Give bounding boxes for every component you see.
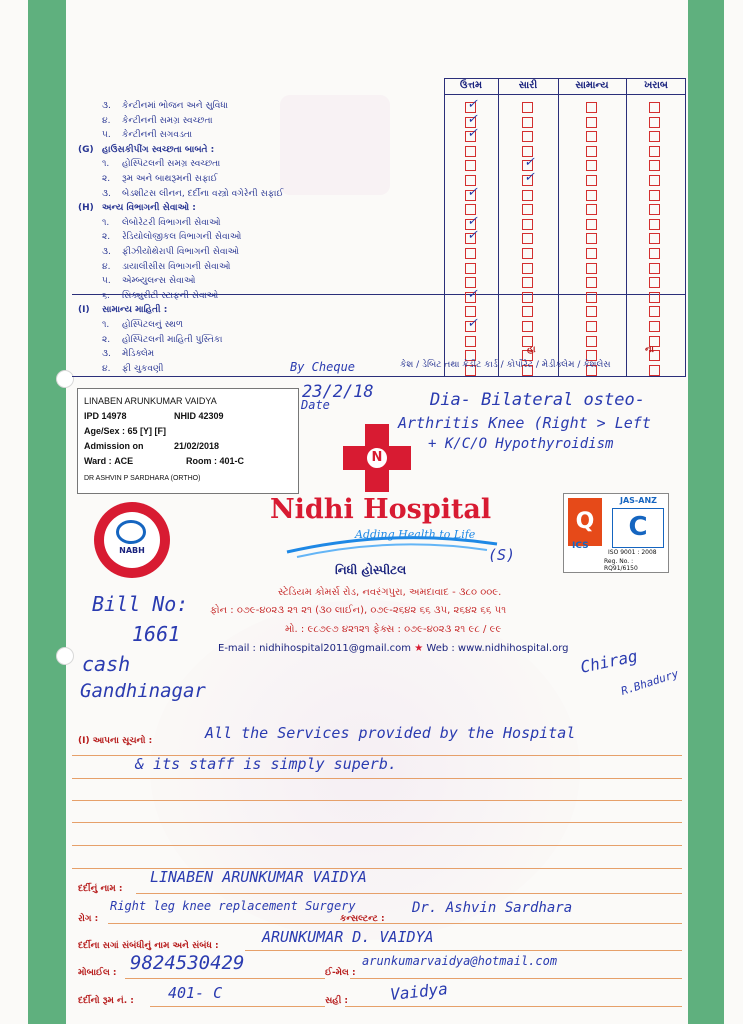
survey-row [72,319,444,333]
diagnosis-line-1: Dia- Bilateral osteo- [430,390,645,410]
item-label: સિક્યુરીટી સ્ટાફની સેવાઓ [122,290,219,301]
survey-row [72,231,444,245]
item-label: લેબોરેટરી વિભાગની સેવાઓ [122,217,221,228]
patient-id-card [77,388,299,494]
suggestions-line-2: & its staff is simply superb. [135,755,397,773]
item-number: ૧. [102,217,110,228]
survey-row [72,158,444,172]
nhid-number: 42309 [198,411,224,421]
hospital-address: સ્ટેડિયમ કોમર્સ રોડ, નવરંગપુરા, અમદાવાદ - ૩૮૦ ૦૦૯. [278,587,502,598]
item-number: ૫. [102,130,111,141]
item-number: ૩. [102,188,111,199]
handwritten-date: 23/2/18 [302,382,374,402]
rating-checkbox[interactable] [586,263,597,274]
signature-1: Chirag [578,646,640,677]
room-number-label: દર્દીનો રૂમ નં. : [78,996,134,1006]
rating-checkbox[interactable] [586,131,597,142]
survey-row [72,275,444,289]
item-label: હોસ્પિટલનું સ્થળ [122,320,183,330]
item-number: ૧. [102,159,110,170]
left-green-border [28,0,66,1024]
consultant-label: કન્સલ્ટન્ટ : [340,914,385,924]
item-label: ડાયાલીસીસ વિભાગની સેવાઓ [122,261,231,272]
checkmark-icon: ✓ [467,97,478,112]
checkmark-icon: ✓ [467,228,478,244]
punch-hole-bottom [56,647,74,665]
survey-row [72,173,444,187]
rating-checkbox[interactable] [586,321,597,332]
hospital-contact-line [218,643,569,654]
rating-checkbox[interactable] [586,204,597,215]
item-number: ૪. [102,261,111,272]
survey-row [72,217,444,231]
survey-row [72,348,444,362]
column-header-good: સારી [518,80,538,91]
section-title: હાઉસકીપીંગ સ્વચ્છતા બાબતે : [102,144,215,155]
hospital-mobile-fax: મો. : ૯૮૭૯૭ ૪૨૧૨૧ ફેક્સ : ૦૭૯-૪૦૨૩ ૨૧ ૯૮ / ૯૯ [285,624,502,635]
item-number: ૨. [102,232,111,243]
rating-checkbox[interactable] [522,131,533,142]
checkmark-icon: ✓ [467,111,478,127]
rating-checkbox[interactable] [586,277,597,288]
survey-row [72,363,444,377]
nhid-label: NHID [174,411,196,421]
ics-iso-certification-logo: Q JAS-ANZ C ICS ISO 9001 : 2008 Reg. No. : RQ91/6150 [563,493,669,573]
rating-checkbox[interactable] [649,190,660,201]
relative-value: ARUNKUMAR D. VAIDYA [262,928,434,946]
rating-checkbox[interactable] [649,277,660,288]
rating-checkbox[interactable] [586,102,597,113]
signature-2: R.Bhadury [619,667,681,698]
hospital-cross-logo: N [343,424,411,492]
hospital-tagline: Adding Health to Life [355,528,476,541]
rating-checkbox[interactable] [649,175,660,186]
item-label: કેન્ટીનમાં ભોજન અને સુવિધા [122,101,228,111]
rating-checkbox[interactable] [465,248,476,259]
item-number: ૩. [102,247,111,257]
hospital-website: Web : www.nidhihospital.org [426,643,569,654]
rating-checkbox[interactable] [465,336,476,347]
handwritten-bill-label: Bill No: [92,592,189,616]
column-header-poor: ખરાબ [644,80,668,91]
rating-checkbox[interactable] [649,219,660,230]
payment-methods: કેશ / ડેબિટ તથા ક્રેડીટ કાર્ડ / કોર્પોરેટ / મેડીક્લેમ / કેશલેસ [400,360,611,370]
survey-row [72,334,444,348]
item-number: ૪. [102,363,111,374]
rating-checkbox[interactable] [522,321,533,332]
handwritten-note-s: (S) [488,546,516,564]
rating-checkbox[interactable] [649,248,660,259]
rating-checkbox[interactable] [649,146,660,157]
ward-value: ACE [114,456,134,466]
survey-row [72,115,444,129]
rating-checkbox[interactable] [522,102,533,113]
payment-note: By Cheque [290,360,356,374]
item-number: ૩. [102,101,111,111]
rating-checkbox[interactable] [649,160,660,171]
rating-checkbox[interactable] [649,117,660,128]
rating-checkbox[interactable] [522,117,533,128]
email-value: arunkumarvaidya@hotmail.com [362,954,558,968]
star-icon: ★ [414,643,424,654]
survey-row [72,261,444,275]
item-number: ૬. [102,290,110,301]
rating-checkbox[interactable] [465,146,476,157]
suggestions-label: (I) આપના સૂચનો : [78,736,153,746]
rating-checkbox[interactable] [586,175,597,186]
survey-row [72,290,444,304]
section-letter: (I) [78,305,90,316]
checkmark-icon: ✓ [467,126,478,142]
admission-label: Admission on [84,441,144,451]
rating-checkbox[interactable] [586,160,597,171]
rating-checkbox[interactable] [586,146,597,157]
item-label: હોસ્પિટલની માહિતી પુસ્તિકા [122,334,223,345]
rating-checkbox[interactable] [586,248,597,259]
patient-signature: Vaidya [389,979,449,1004]
item-label: રૂમ અને બાથરૂમની સફાઈ [122,174,218,184]
item-number: ૪. [102,115,111,126]
rating-checkbox[interactable] [649,233,660,244]
right-green-border [688,0,724,1024]
item-number: ૧. [102,320,110,330]
rating-checkbox[interactable] [649,131,660,142]
agesex-label: Age/Sex : [84,426,126,436]
rating-checkbox[interactable] [586,336,597,347]
mobile-label: મોબાઈલ : [78,968,117,978]
rating-checkbox[interactable] [522,190,533,201]
rating-checkbox[interactable] [522,204,533,215]
rating-checkbox[interactable] [586,306,597,317]
room-number-value: 401- C [168,984,223,1002]
rating-checkbox[interactable] [522,277,533,288]
yes-label: હા [527,345,536,355]
item-label: એમ્બ્યુલન્સ સેવાઓ [122,276,196,287]
hospital-name: Nidhi Hospital [270,494,492,525]
section-title: સામાન્ય માહિતી : [102,305,168,316]
room-value: 401-C [219,456,245,466]
patient-name-label: દર્દીનું નામ : [78,884,123,894]
item-label: ફીઝીયોથેરાપી વિભાગની સેવાઓ [122,247,240,257]
rating-checkbox[interactable] [649,321,660,332]
patient-name-value: LINABEN ARUNKUMAR VAIDYA [150,868,367,886]
item-label: મેડિક્લેમ [122,349,155,360]
item-number: ૨. [102,174,111,184]
rating-checkbox[interactable] [522,248,533,259]
relative-label: દર્દીના સગાં સંબંધીનું નામ અને સંબંધ : [78,941,219,951]
section-letter: (H) [78,203,94,214]
rating-table [72,78,686,376]
checkmark-icon: ✓ [467,213,478,229]
consultant-value: Dr. Ashvin Sardhara [412,900,573,916]
disease-value: Right leg knee replacement Surgery [110,899,356,913]
checkmark-icon: ✓ [524,170,535,185]
checkmark-icon: ✓ [467,316,478,331]
rating-checkbox[interactable] [649,365,660,376]
rating-checkbox[interactable] [649,306,660,317]
rating-checkbox[interactable] [465,263,476,274]
section-title: અન્ય વિભાગની સેવાઓ : [102,203,196,214]
rating-checkbox[interactable] [522,263,533,274]
survey-section-heading [72,304,444,318]
item-label: કેન્ટીનની સમગ્ર સ્વચ્છતા [122,115,213,126]
rating-checkbox[interactable] [522,306,533,317]
mobile-value: 9824530429 [130,952,245,974]
hospital-name-gujarati: નિધી હોસ્પીટલ [335,563,407,577]
survey-section-heading [72,202,444,216]
column-header-excellent: ઉત્તમ [459,80,483,91]
survey-row [72,246,444,260]
item-label: ફી ચુકવણી [122,363,164,374]
rating-checkbox[interactable] [586,219,597,230]
item-number: ૨. [102,334,111,345]
diagnosis-line-3: + K/C/O Hypothyroidism [428,436,614,452]
hospital-phone: ફોન : ૦૭૯-૪૦૨૩ ૨૧ ૨૧ (૩૦ લાઈન), ૦૭૯-૨૬૪૨ ૬૬ ૩૫, ૨૬૪૨ ૬૬ ૫૧ [210,605,507,616]
item-number: ૩. [102,349,111,360]
suggestions-line-1: All the Services provided by the Hospital [205,724,576,742]
rating-checkbox[interactable] [586,117,597,128]
item-number: ૫. [102,276,111,287]
handwritten-city: Gandhinagar [80,680,206,702]
rating-checkbox[interactable] [586,190,597,201]
rating-checkbox[interactable] [522,219,533,230]
item-label: હોસ્પિટલની સમગ્ર સ્વચ્છતા [122,159,221,170]
ward-label: Ward : [84,456,112,466]
rating-checkbox[interactable] [522,233,533,244]
rating-checkbox[interactable] [465,160,476,171]
disease-label: રોગ : [78,914,99,924]
patient-name: LINABEN ARUNKUMAR VAIDYA [84,396,217,406]
item-label: કેન્ટીનની સગવડતા [122,130,193,141]
checkmark-icon: ✓ [467,286,478,302]
admission-date: 21/02/2018 [174,441,220,451]
handwritten-bill-number: 1661 [132,622,181,646]
survey-row [72,100,444,114]
survey-section-heading [72,144,444,158]
ipd-label: IPD [84,411,100,421]
doctor-name: DR ASHVIN P SARDHARA (ORTHO) [84,475,201,482]
agesex-value: 65 [Y] [F] [127,426,167,436]
email-label: ઈ-મેલ : [325,968,356,978]
column-header-average: સામાન્ય [575,80,609,91]
rating-checkbox[interactable] [649,292,660,303]
item-label: બેડશીટસ લીનન, દર્દીના વસ્ત્રો વગેરેની સફાઈ [122,188,284,199]
signature-label: સહી : [325,996,348,1006]
room-label: Room : [186,456,217,466]
handwritten-cash: cash [82,652,131,676]
ipd-number: 14978 [101,411,127,421]
survey-row [72,188,444,202]
nabh-accreditation-seal: NABH [94,502,170,578]
rating-checkbox[interactable] [649,102,660,113]
checkmark-icon: ✓ [524,155,535,171]
rating-checkbox[interactable] [586,233,597,244]
section-letter: (G) [78,144,94,155]
rating-checkbox[interactable] [522,292,533,303]
item-label: રેડિયોલોજીકલ વિભાગની સેવાઓ [122,232,242,243]
rating-checkbox[interactable] [649,263,660,274]
handwritten-date-prefix: Date [301,398,330,412]
checkmark-icon: ✓ [467,184,478,200]
rating-checkbox[interactable] [586,292,597,303]
survey-row [72,129,444,143]
rating-checkbox[interactable] [649,204,660,215]
diagnosis-line-2: Arthritis Knee (Right > Left [398,414,651,432]
hospital-email: E-mail : nidhihospital2011@gmail.com [218,643,412,654]
no-label: ના [645,345,654,355]
